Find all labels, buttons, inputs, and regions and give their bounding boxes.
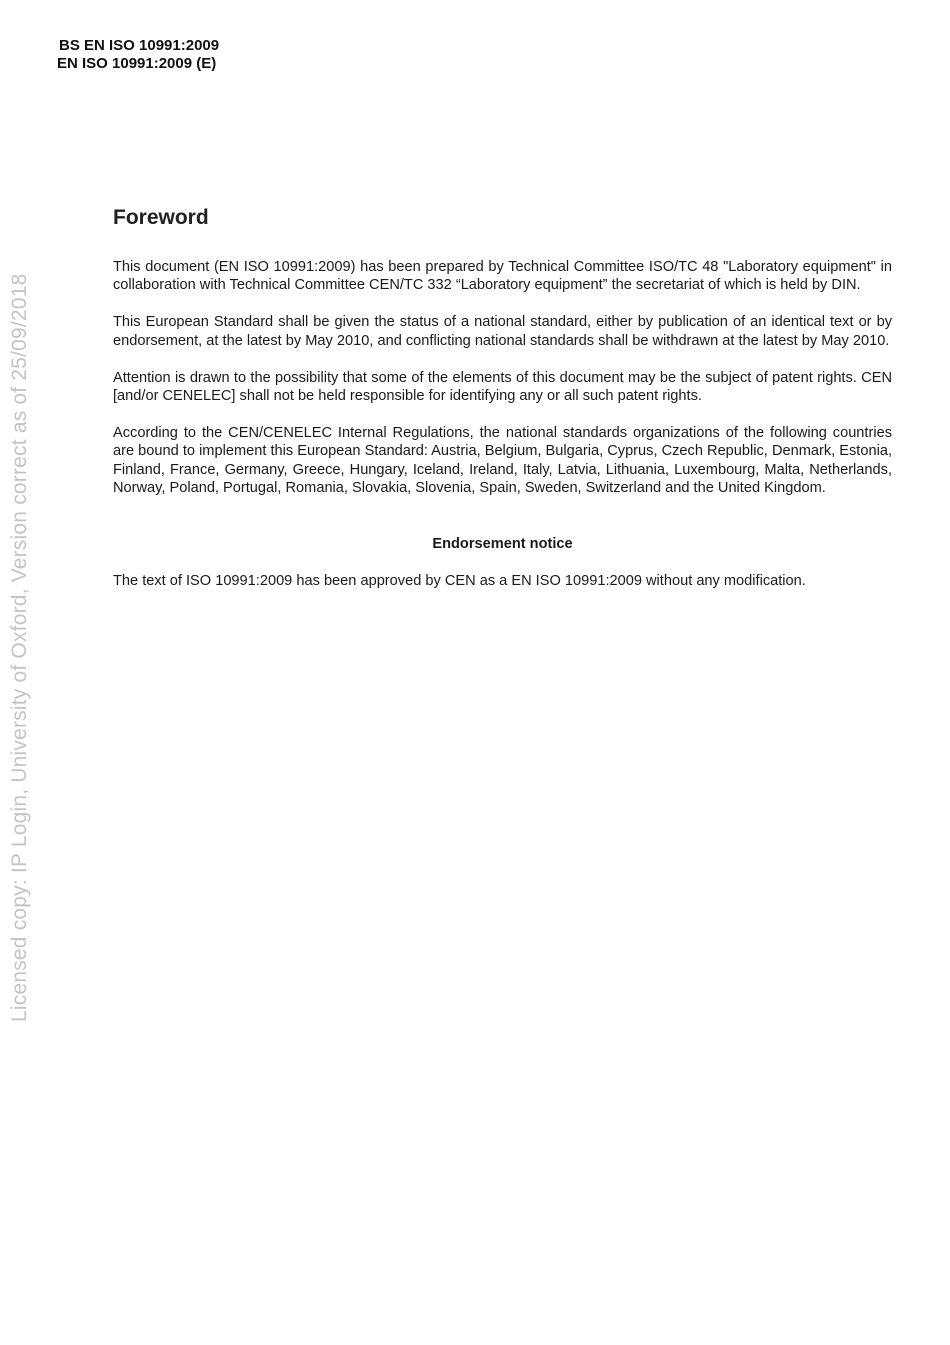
foreword-paragraph: According to the CEN/CENELEC Internal Regulations, the national standards organizations of the following countries are bound to implement this European Standard: Austria, Belgium, Bulgaria, Cyprus, Czech Republic, Denmark, Estonia, Finland, France, Germany, Greece, Hungary, Iceland, Ireland, Italy, Latvia, Lithuania, Luxembourg, Malta, Netherlands, Norway, Poland, Portugal, Romania, Slovakia, Slovenia, Spain, Sweden, Switzerland and the United Kingdom. [113,424,892,497]
license-watermark: Licensed copy: IP Login, University of Oxford, Version correct as of 25/09/2018 [8,273,31,1022]
document-header [57,37,219,73]
foreword-paragraph: This document (EN ISO 10991:2009) has been prepared by Technical Committee ISO/TC 48 "Laboratory equipment" in collaboration with Technical Committee CEN/TC 332 “Laboratory equipment” the secretariat of which is held by DIN. [113,259,892,294]
standard-number-en: EN ISO 10991:2009 (E) [57,55,217,72]
endorsement-heading: Endorsement notice [432,535,573,552]
foreword-title: Foreword [113,206,209,229]
standard-number-bs: BS EN ISO 10991:2009 [59,37,220,54]
page-content [113,205,892,590]
foreword-paragraph: Attention is drawn to the possibility that some of the elements of this document may be the subject of patent rights. CEN [and/or CENELEC] shall not be held responsible for identifying any or all such patent rights. [113,369,892,405]
foreword-paragraph: This European Standard shall be given the status of a national standard, either by publication of an identical text or by endorsement, at the latest by May 2010, and conflicting national standards shall be withdrawn at the latest by May 2010. [113,314,892,349]
endorsement-text: The text of ISO 10991:2009 has been approved by CEN as a EN ISO 10991:2009 without any modification. [113,572,806,589]
